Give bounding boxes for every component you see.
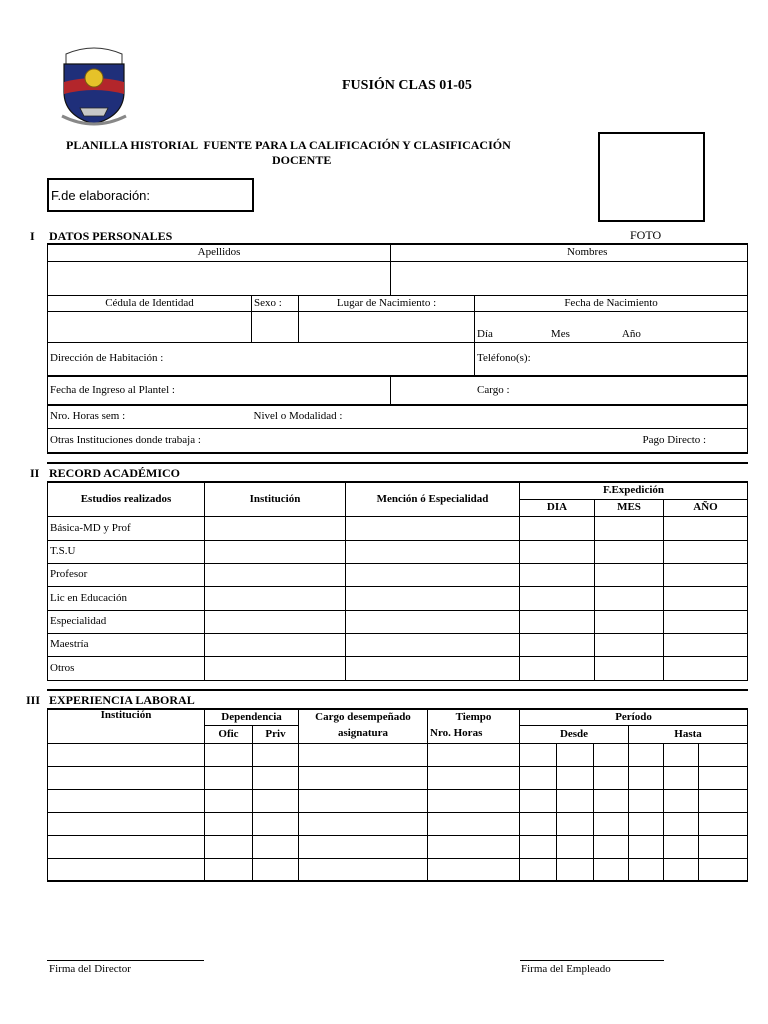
hasta-anio-cell[interactable] (699, 858, 748, 881)
lugar-nacimiento-field[interactable] (299, 311, 475, 342)
anio-label: Año (621, 327, 641, 340)
fecha-nacimiento-field[interactable] (475, 311, 748, 342)
otras-instituciones-field[interactable]: Otras Instituciones donde trabaja : (48, 428, 641, 452)
dia-cell[interactable] (520, 633, 595, 656)
desde-mes-cell[interactable] (557, 835, 594, 858)
institucion-cell[interactable] (205, 610, 346, 633)
fecha-ingreso-field[interactable]: Fecha de Ingreso al Plantel : (48, 376, 391, 405)
cargo-cell[interactable] (299, 835, 428, 858)
section1-number: I (30, 229, 35, 243)
cargo-cell[interactable] (299, 858, 428, 881)
priv-cell[interactable] (253, 789, 299, 812)
priv-cell[interactable] (253, 858, 299, 881)
mencion-cell[interactable] (346, 563, 520, 586)
direccion-field[interactable]: Dirección de Habitación : (48, 342, 475, 376)
desde-mes-cell[interactable] (557, 743, 594, 766)
desde-dia-cell[interactable] (520, 812, 557, 835)
telefono-field[interactable]: Teléfono(s): (475, 342, 748, 376)
horas-cell[interactable] (428, 812, 520, 835)
experience-row (48, 789, 748, 812)
dia-label: Día (477, 327, 493, 340)
ofic-cell[interactable] (205, 858, 253, 881)
institucion-cell[interactable] (205, 586, 346, 610)
exp-institucion-cell[interactable] (48, 766, 205, 789)
horas-cell[interactable] (428, 858, 520, 881)
ofic-cell[interactable] (205, 789, 253, 812)
desde-mes-cell[interactable] (557, 812, 594, 835)
experience-row (48, 835, 748, 858)
academic-row (48, 563, 748, 586)
anio-cell[interactable] (664, 540, 748, 563)
form-code: FUSIÓN CLAS 01-05 (342, 78, 472, 93)
desde-dia-cell[interactable] (520, 766, 557, 789)
nombres-header: Nombres (391, 244, 748, 261)
institucion-header: Institución (205, 482, 346, 516)
hasta-anio-cell[interactable] (699, 812, 748, 835)
mes-cell[interactable] (595, 633, 664, 656)
asignatura-header: asignatura (299, 725, 428, 743)
cargo-label: Cargo : (477, 384, 510, 396)
horas-cell[interactable] (428, 789, 520, 812)
employee-signature-label: Firma del Empleado (521, 963, 611, 975)
ofic-cell[interactable] (205, 766, 253, 789)
horas-header: Nro. Horas (428, 725, 520, 743)
hasta-anio-cell[interactable] (699, 766, 748, 789)
sexo-field[interactable] (252, 311, 299, 342)
mes-cell[interactable] (595, 516, 664, 540)
pago-directo-field[interactable]: Pago Directo : (641, 428, 748, 452)
ofic-header: Ofic (205, 725, 253, 743)
exp-institucion-cell[interactable] (48, 812, 205, 835)
estudio-label: Otros (48, 656, 205, 680)
section1-title: DATOS PERSONALES (49, 229, 173, 243)
experience-row (48, 743, 748, 766)
dia-cell[interactable] (520, 563, 595, 586)
academic-row (48, 586, 748, 610)
director-signature-label: Firma del Director (49, 963, 131, 975)
mes-cell[interactable] (595, 540, 664, 563)
section2-title: RECORD ACADÉMICO (49, 466, 181, 480)
form-title-line2: DOCENTE (272, 153, 332, 167)
periodo-header: Período (520, 709, 748, 725)
academic-row (48, 633, 748, 656)
estudio-label: T.S.U (48, 540, 205, 563)
nivel-field[interactable]: Nivel o Modalidad : (252, 405, 748, 428)
elaboration-date-label: F.de elaboración: (51, 188, 151, 203)
cargo-cell[interactable] (299, 743, 428, 766)
mencion-cell[interactable] (346, 656, 520, 680)
anio-cell[interactable] (664, 563, 748, 586)
hasta-dia-cell[interactable] (629, 789, 664, 812)
photo-label: FOTO (630, 228, 662, 242)
form-title-line1: PLANILLA HISTORIAL FUENTE PARA LA CALIFICACIÓN Y CLASIFICACIÓN (66, 138, 511, 152)
horas-cell[interactable] (428, 835, 520, 858)
expedicion-header: F.Expedición (520, 482, 748, 499)
sexo-header: Sexo : (252, 295, 299, 311)
personal-data-table (47, 243, 748, 453)
hasta-mes-cell[interactable] (664, 812, 699, 835)
estudio-label: Básica-MD y Prof (48, 516, 205, 540)
cargo-cell[interactable] (299, 812, 428, 835)
exp-institucion-cell[interactable] (48, 789, 205, 812)
academic-row (48, 656, 748, 680)
section2-bottom-rule (47, 689, 748, 691)
dia-cell[interactable] (520, 610, 595, 633)
school-logo (58, 44, 130, 126)
estudio-label: Maestría (48, 633, 205, 656)
cargo-cell[interactable] (299, 766, 428, 789)
fecha-nacimiento-header: Fecha de Nacimiento (475, 295, 748, 311)
horas-cell[interactable] (428, 766, 520, 789)
director-signature-line (47, 960, 204, 961)
mes-cell[interactable] (595, 563, 664, 586)
experience-row (48, 766, 748, 789)
anio-header: AÑO (664, 499, 748, 516)
hasta-mes-cell[interactable] (664, 835, 699, 858)
hasta-dia-cell[interactable] (629, 812, 664, 835)
section1-bottom-rule (47, 452, 748, 454)
dia-cell[interactable] (520, 540, 595, 563)
institucion-cell[interactable] (205, 633, 346, 656)
cargo-field[interactable] (391, 376, 748, 405)
desde-mes-cell[interactable] (557, 789, 594, 812)
hasta-mes-cell[interactable] (664, 743, 699, 766)
ofic-cell[interactable] (205, 835, 253, 858)
priv-cell[interactable] (253, 835, 299, 858)
estudio-label: Profesor (48, 563, 205, 586)
mes-cell[interactable] (595, 656, 664, 680)
cargo-cell[interactable] (299, 789, 428, 812)
anio-cell[interactable] (664, 586, 748, 610)
cedula-header: Cédula de Identidad (48, 295, 252, 311)
mes-label: Mes (550, 327, 570, 340)
hasta-dia-cell[interactable] (629, 858, 664, 881)
lugar-nacimiento-header: Lugar de Nacimiento : (299, 295, 475, 311)
anio-cell[interactable] (664, 516, 748, 540)
anio-cell[interactable] (664, 610, 748, 633)
ofic-cell[interactable] (205, 812, 253, 835)
exp-institucion-header: Institución (48, 709, 205, 725)
hasta-mes-cell[interactable] (664, 766, 699, 789)
mencion-cell[interactable] (346, 516, 520, 540)
hasta-anio-cell[interactable] (699, 789, 748, 812)
hasta-anio-cell[interactable] (699, 835, 748, 858)
desde-anio-cell[interactable] (594, 766, 629, 789)
academic-row (48, 516, 748, 540)
estudio-label: Especialidad (48, 610, 205, 633)
experience-row (48, 812, 748, 835)
priv-cell[interactable] (253, 743, 299, 766)
academic-row (48, 610, 748, 633)
ofic-cell[interactable] (205, 743, 253, 766)
hasta-header: Hasta (629, 725, 748, 743)
hasta-dia-cell[interactable] (629, 743, 664, 766)
horas-sem-field[interactable]: Nro. Horas sem : (48, 405, 252, 428)
crest-icon (58, 44, 130, 126)
dia-header: DIA (520, 499, 595, 516)
academic-record-table (47, 481, 748, 681)
exp-institucion-cell[interactable] (48, 858, 205, 881)
desde-anio-cell[interactable] (594, 835, 629, 858)
tiempo-header: Tiempo (428, 709, 520, 725)
priv-header: Priv (253, 725, 299, 743)
academic-row (48, 540, 748, 563)
exp-institucion-cell[interactable] (48, 743, 205, 766)
priv-cell[interactable] (253, 812, 299, 835)
desde-anio-cell[interactable] (594, 858, 629, 881)
section3-title: EXPERIENCIA LABORAL (49, 693, 195, 707)
institucion-cell[interactable] (205, 516, 346, 540)
cedula-field[interactable] (48, 311, 252, 342)
hasta-mes-cell[interactable] (664, 789, 699, 812)
desde-dia-cell[interactable] (520, 789, 557, 812)
mes-header: MES (595, 499, 664, 516)
horas-cell[interactable] (428, 743, 520, 766)
dia-cell[interactable] (520, 586, 595, 610)
cargo-desempenado-header: Cargo desempeñado (299, 709, 428, 725)
dia-cell[interactable] (520, 656, 595, 680)
institucion-cell[interactable] (205, 656, 346, 680)
anio-cell[interactable] (664, 656, 748, 680)
desde-anio-cell[interactable] (594, 812, 629, 835)
estudios-header: Estudios realizados (48, 482, 205, 516)
desde-header: Desde (520, 725, 629, 743)
exp-institucion-cell[interactable] (48, 835, 205, 858)
mencion-cell[interactable] (346, 610, 520, 633)
mencion-cell[interactable] (346, 633, 520, 656)
desde-dia-cell[interactable] (520, 743, 557, 766)
desde-dia-cell[interactable] (520, 858, 557, 881)
exp-institucion-subheader (48, 725, 205, 743)
institucion-cell[interactable] (205, 563, 346, 586)
hasta-anio-cell[interactable] (699, 743, 748, 766)
priv-cell[interactable] (253, 766, 299, 789)
desde-anio-cell[interactable] (594, 789, 629, 812)
dia-cell[interactable] (520, 516, 595, 540)
mes-cell[interactable] (595, 610, 664, 633)
section2-top-rule (47, 462, 748, 464)
work-experience-table (47, 708, 748, 882)
employee-signature-line (520, 960, 664, 961)
apellidos-field[interactable] (48, 261, 391, 295)
desde-mes-cell[interactable] (557, 766, 594, 789)
institucion-cell[interactable] (205, 540, 346, 563)
mes-cell[interactable] (595, 586, 664, 610)
photo-box[interactable] (598, 132, 705, 222)
dependencia-header: Dependencia (205, 709, 299, 725)
hasta-dia-cell[interactable] (629, 766, 664, 789)
experience-row (48, 858, 748, 881)
mencion-cell[interactable] (346, 586, 520, 610)
section2-number: II (30, 466, 40, 480)
hasta-dia-cell[interactable] (629, 835, 664, 858)
desde-dia-cell[interactable] (520, 835, 557, 858)
mencion-header: Mención ó Especialidad (346, 482, 520, 516)
desde-mes-cell[interactable] (557, 858, 594, 881)
anio-cell[interactable] (664, 633, 748, 656)
elaboration-date-field[interactable] (47, 178, 254, 212)
nombres-field[interactable] (391, 261, 748, 295)
estudio-label: Lic en Educación (48, 586, 205, 610)
apellidos-header: Apellidos (48, 244, 391, 261)
desde-anio-cell[interactable] (594, 743, 629, 766)
section3-number: III (26, 693, 41, 707)
hasta-mes-cell[interactable] (664, 858, 699, 881)
mencion-cell[interactable] (346, 540, 520, 563)
